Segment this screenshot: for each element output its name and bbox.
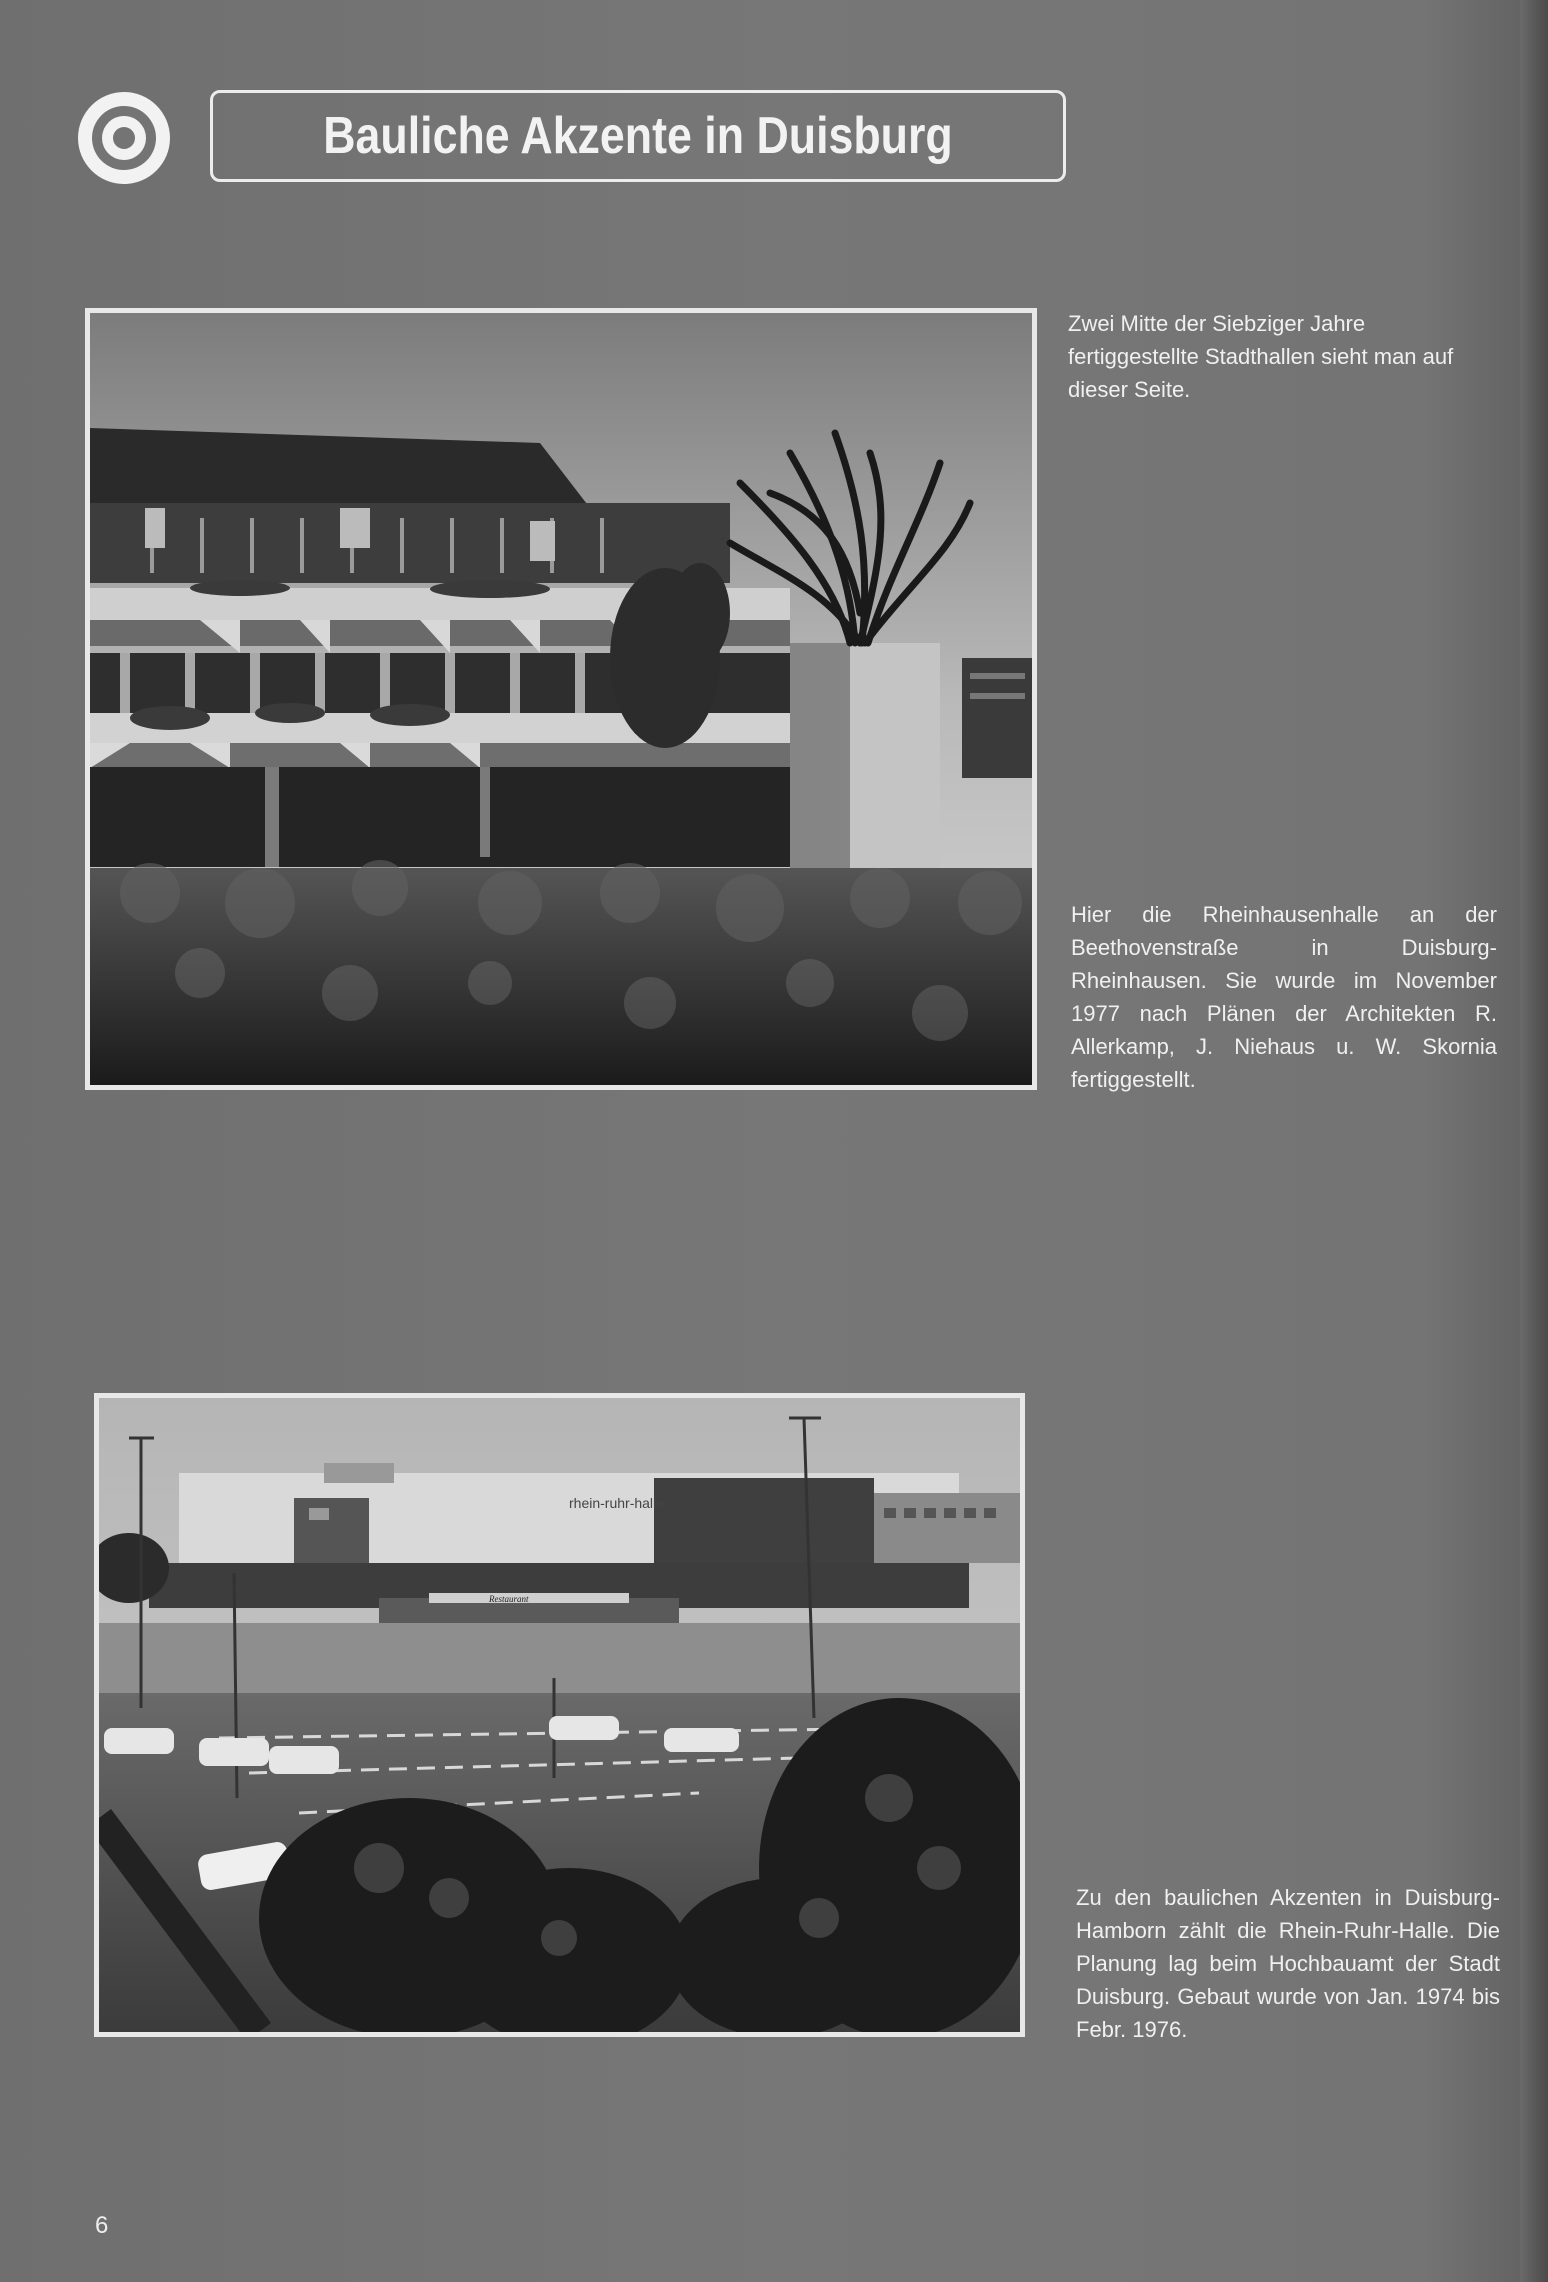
hall-sign-text: rhein-ruhr-halle: [569, 1495, 664, 1511]
caption-intro: Zwei Mitte der Siebziger Jahre fertiggestellte Stadthallen sieht man auf dieser Seite.: [1068, 311, 1454, 402]
page-spine-shadow: [1520, 0, 1548, 2282]
page-number: 6: [95, 2212, 109, 2239]
caption-rhein-ruhr-halle: Zu den baulichen Akzenten in Duisburg-Hamborn zählt die Rhein-Ruhr-Halle. Die Planung lag beim Hochbauamt der Stadt Duisburg. Gebaut wurde von Jan. 1974 bis Febr. 1976.: [1076, 1885, 1500, 2042]
page-title: Bauliche Akzente in Duisburg: [323, 107, 953, 165]
target-logo-icon: [76, 90, 172, 186]
title-frame: [210, 90, 1066, 182]
caption-rheinhausenhalle: Hier die Rheinhausenhalle an der Beethovenstraße in Duisburg-Rheinhausen. Sie wurde im November 1977 nach Plänen der Architekten R. Allerkamp, J. Niehaus u. W. Skornia fertiggestellt.: [1071, 902, 1497, 1092]
photo-rheinhausenhalle: [85, 308, 1037, 1090]
photo-rhein-ruhr-halle: [94, 1393, 1025, 2037]
restaurant-sign: Restaurant: [489, 1594, 529, 1604]
